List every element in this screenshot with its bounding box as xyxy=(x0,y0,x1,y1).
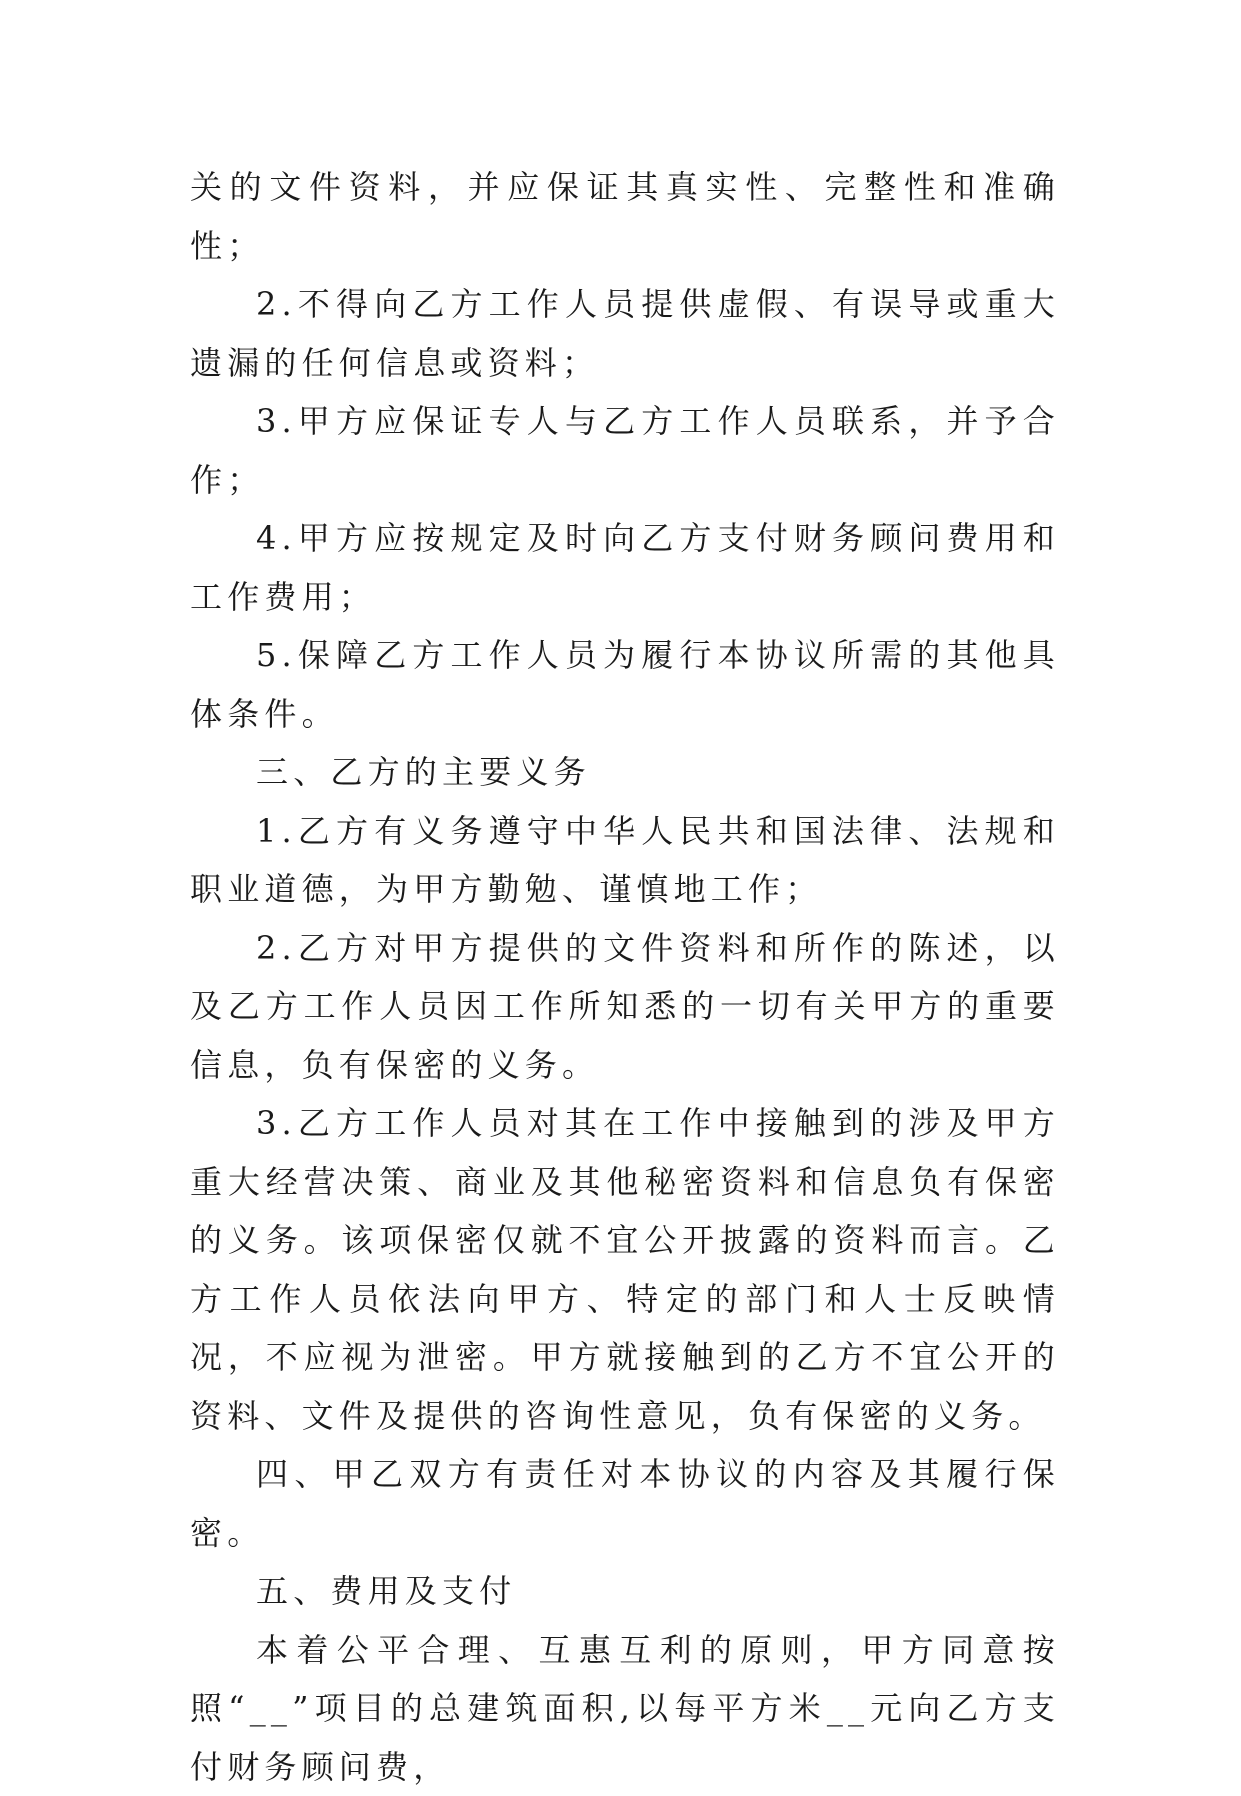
paragraph-item-4: 4.甲方应按规定及时向乙方支付财务顾问费用和工作费用； xyxy=(190,509,1060,626)
section-heading-4: 四、甲乙双方有责任对本协议的内容及其履行保密。 xyxy=(190,1445,1060,1562)
paragraph-duty-1: 1.乙方有义务遵守中华人民共和国法律、法规和职业道德，为甲方勤勉、谨慎地工作； xyxy=(190,802,1060,919)
paragraph-duty-2: 2.乙方对甲方提供的文件资料和所作的陈述，以及乙方工作人员因工作所知悉的一切有关甲方的重要信息，负有保密的义务。 xyxy=(190,919,1060,1095)
document-body xyxy=(190,158,1060,1796)
section-heading-5: 五、费用及支付 xyxy=(190,1562,1060,1621)
paragraph-continuation: 关的文件资料，并应保证其真实性、完整性和准确性； xyxy=(190,158,1060,275)
paragraph-duty-3: 3.乙方工作人员对其在工作中接触到的涉及甲方重大经营决策、商业及其他秘密资料和信息负有保密的义务。该项保密仅就不宜公开披露的资料而言。乙方工作人员依法向甲方、特定的部门和人士反映情况，不应视为泄密。甲方就接触到的乙方不宜公开的资料、文件及提供的咨询性意见，负有保密的义务。 xyxy=(190,1094,1060,1445)
paragraph-item-3: 3.甲方应保证专人与乙方工作人员联系，并予合作； xyxy=(190,392,1060,509)
paragraph-item-2: 2.不得向乙方工作人员提供虚假、有误导或重大遗漏的任何信息或资料； xyxy=(190,275,1060,392)
paragraph-item-5: 5.保障乙方工作人员为履行本协议所需的其他具体条件。 xyxy=(190,626,1060,743)
section-heading-3: 三、乙方的主要义务 xyxy=(190,743,1060,802)
paragraph-fee: 本着公平合理、互惠互利的原则，甲方同意按照“__”项目的总建筑面积,以每平方米__元向乙方支付财务顾问费， xyxy=(190,1621,1060,1796)
